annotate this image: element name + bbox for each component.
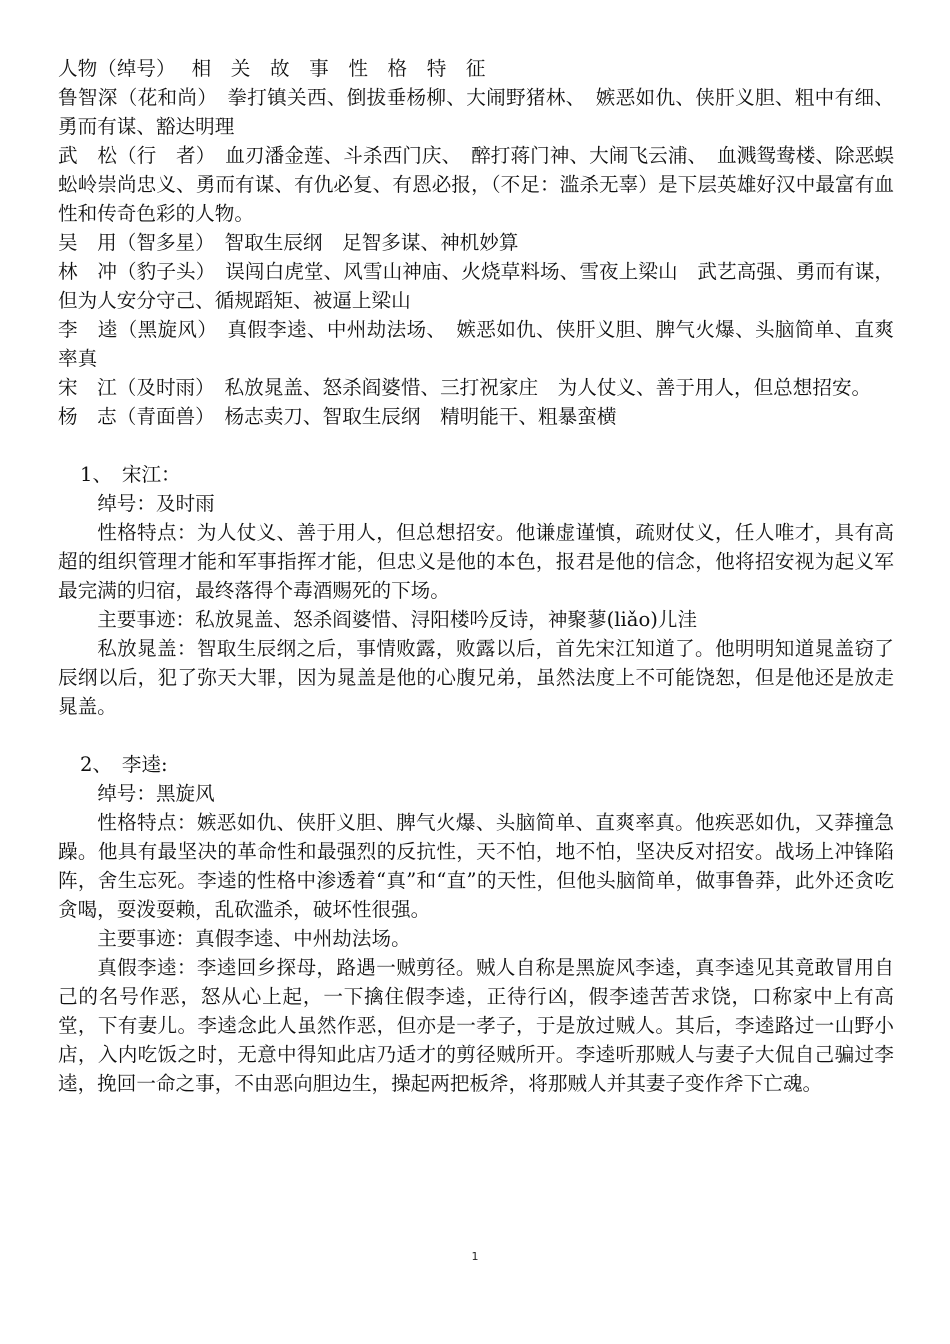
character-table xyxy=(58,54,894,431)
table-header: 人物（绰号） 相 关 故 事 性 格 特 征 xyxy=(58,57,486,80)
story-paragraph: 私放晁盖：智取生辰纲之后，事情败露，败露以后，首先宋江知道了。他明明知道晁盖窃了辰纲以后，犯了弥天大罪，因为晁盖是他的心腹兄弟，虽然法度上不可能饶恕，但是他还是放走晁盖。 xyxy=(58,637,894,718)
personality-paragraph: 性格特点：嫉恶如仇、侠肝义胆、脾气火爆、头脑简单、直爽率真。他疾恶如仇，又莽撞急躁。他具有最坚决的革命性和最强烈的反抗性，天不怕，地不怕，坚决反对招安。战场上冲锋陷阵，舍生忘死。李逵的性格中渗透着“真”和“直”的天性，但他头脑简单，做事鲁莽，此外还贪吃贪喝，耍泼耍赖，乱砍滥杀，破坏性很强。 xyxy=(58,811,894,921)
section-heading: 2、 李逵: xyxy=(80,753,168,776)
section-song-jiang xyxy=(58,460,894,721)
main-deeds-line: 主要事迹：私放晁盖、怒杀阎婆惜、浔阳楼吟反诗，神聚蓼(liǎo)儿洼 xyxy=(97,608,698,631)
nickname-line: 绰号：及时雨 xyxy=(97,492,215,515)
nickname-line: 绰号：黑旋风 xyxy=(97,782,215,805)
table-row-wu-song: 武 松（行 者） 血刃潘金莲、斗杀西门庆、 醉打蒋门神、大闹飞云浦、 血溅鸳鸯楼、除恶蜈蚣岭崇尚忠义、勇而有谋、有仇必复、有恩必报，（不足：滥杀无辜）是下层英雄好汉中最富有血性和传奇色彩的人物。 xyxy=(58,144,894,225)
table-row-song-jiang: 宋 江（及时雨） 私放晁盖、怒杀阎婆惜、三打祝家庄 为人仗义、善于用人，但总想招安。 xyxy=(58,376,872,399)
section-heading: 1、 宋江： xyxy=(80,463,181,486)
table-row-li-kui: 李 逵（黑旋风） 真假李逵、中州劫法场、 嫉恶如仇、侠肝义胆、脾气火爆、头脑简单、直爽率真 xyxy=(58,318,894,370)
section-li-kui xyxy=(58,750,894,1098)
main-deeds-line: 主要事迹：真假李逵、中州劫法场。 xyxy=(97,927,411,950)
table-row-yang-zhi: 杨 志（青面兽） 杨志卖刀、智取生辰纲 精明能干、粗暴蛮横 xyxy=(58,405,617,428)
page-number: 1 xyxy=(471,1250,479,1263)
personality-paragraph: 性格特点：为人仗义、善于用人，但总想招安。他谦虚谨慎，疏财仗义，任人唯才，具有高超的组织管理才能和军事指挥才能，但忠义是他的本色，报君是他的信念，他将招安视为起义军最完满的归宿，最终落得个毒酒赐死的下场。 xyxy=(58,521,894,602)
spacer xyxy=(58,721,894,750)
story-paragraph: 真假李逵：李逵回乡探母，路遇一贼剪径。贼人自称是黑旋风李逵，真李逵见其竟敢冒用自己的名号作恶，怒从心上起，一下擒住假李逵，正待行凶，假李逵苦苦求饶，口称家中上有高堂，下有妻儿。李逵念此人虽然作恶，但亦是一孝子，于是放过贼人。其后，李逵路过一山野小店，入内吃饭之时，无意中得知此店乃适才的剪径贼所开。李逵听那贼人与妻子大侃自己骗过李逵，挽回一命之事，不由恶向胆边生，操起两把板斧，将那贼人并其妻子变作斧下亡魂。 xyxy=(58,956,894,1095)
table-row-wu-yong: 吴 用（智多星） 智取生辰纲 足智多谋、神机妙算 xyxy=(58,231,519,254)
table-row-lu-zhishen: 鲁智深（花和尚） 拳打镇关西、倒拔垂杨柳、大闹野猪林、 嫉恶如仇、侠肝义胆、粗中有细、勇而有谋、豁达明理 xyxy=(58,86,894,138)
spacer xyxy=(58,431,894,460)
table-row-lin-chong: 林 冲（豹子头） 误闯白虎堂、风雪山神庙、火烧草料场、雪夜上梁山 武艺高强、勇而有谋，但为人安分守己、循规蹈矩、被逼上梁山 xyxy=(58,260,894,312)
